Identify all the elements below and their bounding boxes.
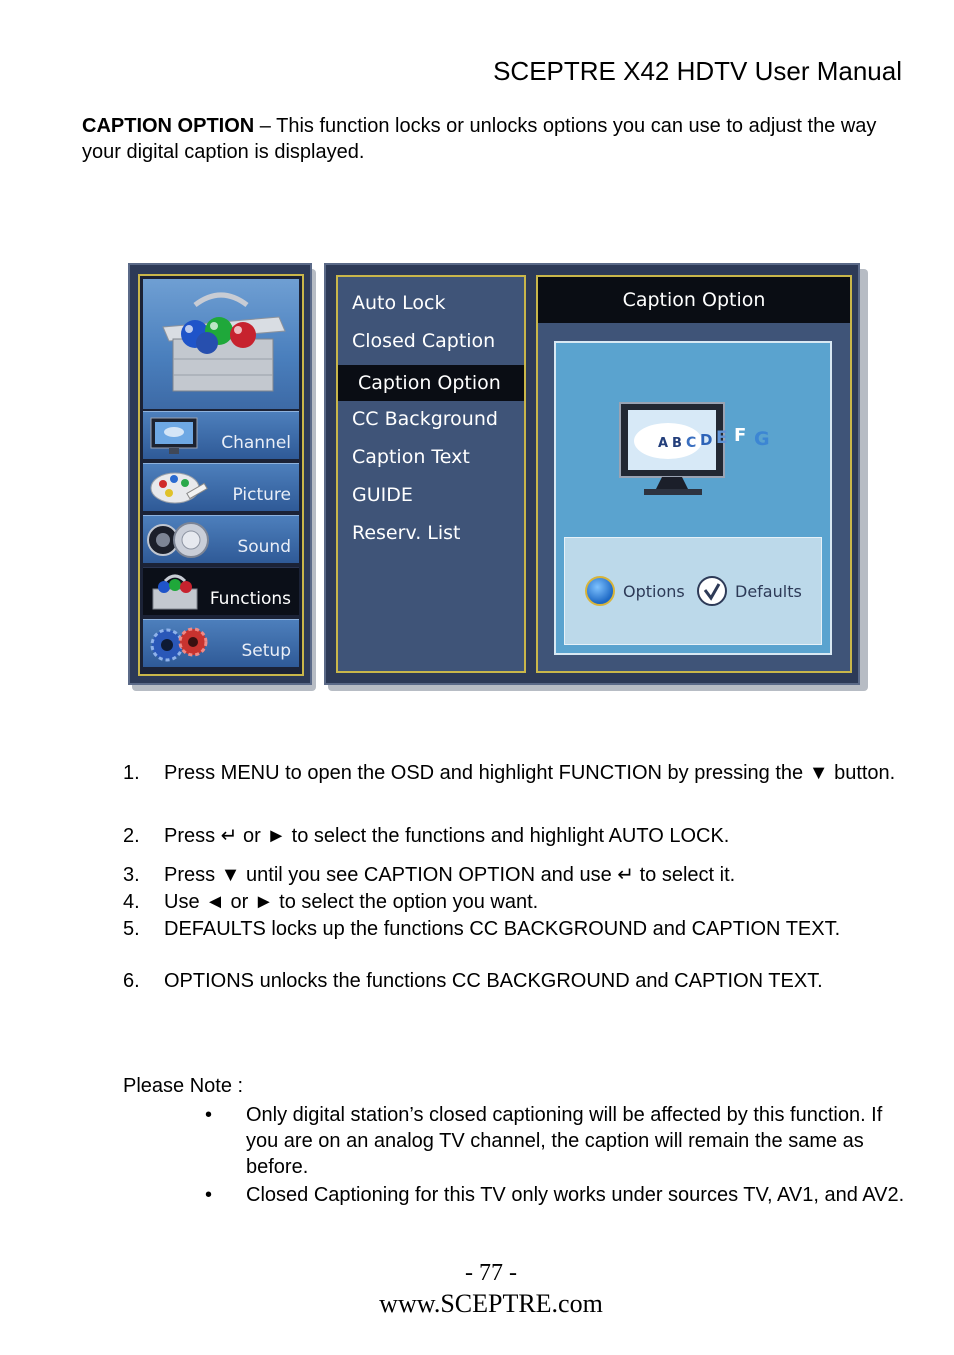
nav-item-sound[interactable] <box>143 515 299 563</box>
menu-item-caption-option[interactable]: Caption Option <box>338 365 524 401</box>
note-label: Please Note : <box>123 1075 244 1097</box>
bullet-dot-icon: • <box>205 1184 213 1206</box>
step-number: 2. <box>123 825 140 847</box>
menu-item-closed-caption[interactable]: Closed Caption <box>352 330 496 352</box>
preview-letter-g: G <box>754 428 770 450</box>
menu-item-caption-text[interactable]: Caption Text <box>352 446 470 468</box>
step-text: Press ▼ until you see CAPTION OPTION and use ↵ to select it. <box>164 864 736 886</box>
function-menu <box>336 275 526 673</box>
page-number: - 77 - <box>465 1260 517 1286</box>
preview-letter-b: B <box>672 436 682 451</box>
nav-label-channel: Channel <box>221 433 291 453</box>
intro-term: CAPTION OPTION <box>82 115 255 137</box>
preview-letter-d: D <box>700 431 713 449</box>
step-text: DEFAULTS locks up the functions CC BACKGROUND and CAPTION TEXT. <box>164 918 841 940</box>
speaker-icon <box>147 519 209 561</box>
detail-title: Caption Option <box>538 277 850 323</box>
nav-item-picture[interactable] <box>143 463 299 511</box>
step-text: OPTIONS unlocks the functions CC BACKGROUND and CAPTION TEXT. <box>164 970 823 992</box>
tv-icon <box>149 416 199 456</box>
step-text: Press MENU to open the OSD and highlight FUNCTION by pressing the ▼ button. <box>164 762 896 784</box>
website-url: www.SCEPTRE.com <box>379 1289 603 1318</box>
preview-letter-a: A <box>658 436 669 451</box>
step-text: Press ↵ or ► to select the functions and highlight AUTO LOCK. <box>164 825 730 847</box>
bullet-text: Closed Captioning for this TV only works under sources TV, AV1, and AV2. <box>246 1184 905 1206</box>
intro-paragraph <box>82 113 882 165</box>
step-number: 5. <box>123 918 140 940</box>
menu-item-guide[interactable]: GUIDE <box>352 484 413 506</box>
options-radio-icon[interactable] <box>585 576 615 606</box>
nav-label-sound: Sound <box>237 537 291 557</box>
caption-option-detail <box>536 275 852 673</box>
bullet-text: Only digital station’s closed captioning will be affected by this function. If you are on an analog TV channel, the caption will remain the same as before. <box>246 1104 883 1178</box>
defaults-check-icon[interactable] <box>697 576 727 606</box>
nav-item-setup[interactable] <box>143 619 299 667</box>
preview-letter-e: E <box>716 428 728 448</box>
manual-title: SCEPTRE X42 HDTV User Manual <box>493 56 902 86</box>
preview-letter-f: F <box>734 425 747 446</box>
defaults-label[interactable]: Defaults <box>735 582 802 601</box>
nav-item-channel[interactable] <box>143 411 299 459</box>
preview-letter-c: C <box>686 435 697 451</box>
step-number: 1. <box>123 762 140 784</box>
nav-label-functions: Functions <box>209 589 291 609</box>
menu-item-reserv-list[interactable]: Reserv. List <box>352 522 461 544</box>
intro-text: – This function locks or unlocks options you can use to adjust the way your digital caption is displayed. <box>82 115 877 163</box>
nav-item-functions[interactable] <box>143 567 299 615</box>
osd-nav-panel <box>128 263 312 685</box>
gears-icon <box>147 623 213 665</box>
step-text: Use ◄ or ► to select the option you want. <box>164 891 539 913</box>
step-number: 6. <box>123 970 140 992</box>
palette-icon <box>147 468 209 508</box>
osd-screenshot <box>128 263 868 693</box>
nav-label-picture: Picture <box>232 485 291 505</box>
options-bar <box>564 537 822 645</box>
caption-preview <box>554 341 832 655</box>
options-label[interactable]: Options <box>623 582 685 601</box>
menu-item-auto-lock[interactable]: Auto Lock <box>352 292 446 314</box>
nav-label-setup: Setup <box>241 641 291 661</box>
step-number: 3. <box>123 864 140 886</box>
menu-item-cc-background[interactable]: CC Background <box>352 408 498 430</box>
toolbox-hero-icon <box>143 279 299 409</box>
tv-preview-icon <box>616 397 786 507</box>
step-number: 4. <box>123 891 140 913</box>
bullet-dot-icon: • <box>205 1104 213 1126</box>
osd-main-panel <box>324 263 860 685</box>
toolbox-icon <box>147 571 203 613</box>
